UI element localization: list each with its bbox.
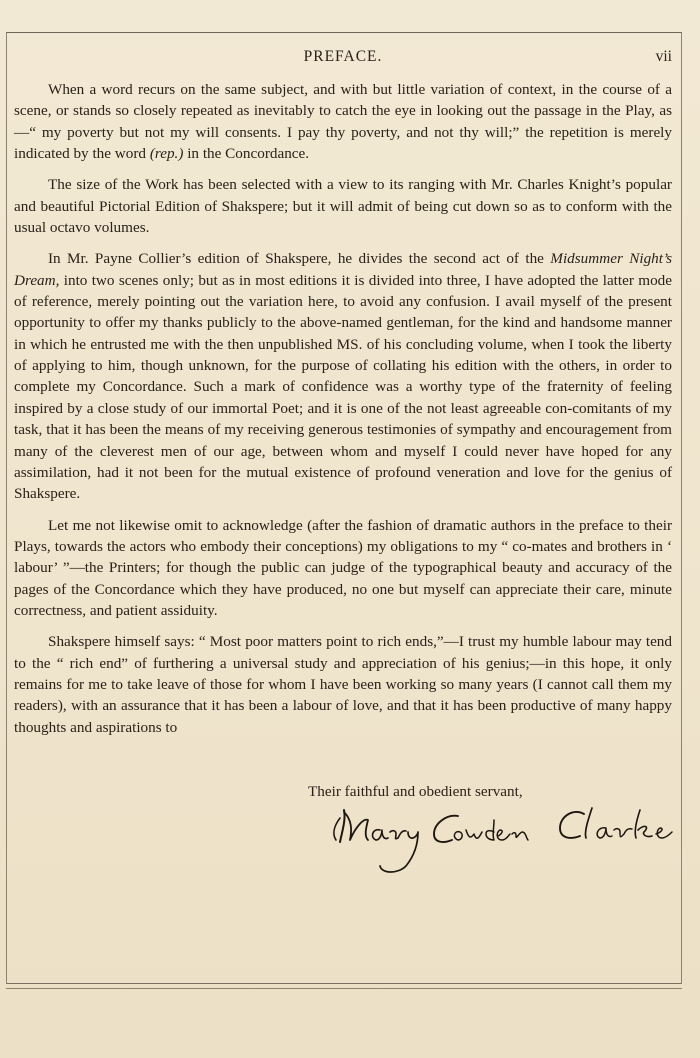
running-head: PREFACE. (303, 48, 383, 65)
paragraph-1 (14, 79, 672, 164)
text-run: The size of the Work has been selected with a view to its ranging with Mr. Charles Knight’s popular and beautiful Pictorial Edition of Shakspere; but it will admit of being cut down so as to conform with the usual octavo volumes. (14, 176, 672, 237)
closing-line: Their faithful and obedient servant, (308, 783, 523, 800)
preface-text (14, 79, 672, 748)
text-run: In Mr. Payne Collier’s edition of Shakspere, he divides the second act of the (48, 250, 551, 268)
page-header (14, 48, 672, 70)
italic-run: (rep.) (149, 145, 184, 163)
text-run: Let me not likewise omit to acknowledge (after the fashion of dramatic authors in the preface to their Plays, towards the actors who embody their conceptions) my obligations to my “ co-mates and brothers in ‘ labour’ ”—the Printers; for though the public can judge of the typographical beauty and accuracy of the pages of the Concordance which they have produced, no one but myself can appreciate their care, minute correctness, and patient assiduity. (14, 516, 672, 619)
italic-run: Midsummer Night’s Dream, (14, 250, 672, 289)
handwritten-signature (322, 796, 682, 886)
text-run: into two scenes only; but as in most editions it is divided into three, I have adopted the latter mode of reference, merely pointing out the variation here, to avoid any confusion. I avail myself of the present opportunity to offer my thanks publicly to the above-named gentleman, for the kind and handsome manner in which he entrusted me with the then unpublished MS. of his concluding volume, when I took the liberty of applying to him, though unknown, for the purpose of collating his edition with the others, in order to complete my Concordance. Such a mark of confidence was a worthy type of the fraternity of feeling inspired by a close study of our immortal Poet; and it is one of the not least agreeable con-comitants of my task, that it has been the means of my receiving generous testimonies of sympathy and encouragement from many of the cleverest men of our age, between whom and myself I could never have hoped for any assimilation, had it not been for the mutual existence of profound veneration and love for the genius of Shakspere. (14, 271, 672, 503)
paragraph-4 (14, 515, 672, 622)
bottom-rule (6, 988, 682, 989)
text-run: When a word recurs on the same subject, and with but little variation of context, in the course of a scene, or stands so closely repeated as inevitably to catch the eye in looking out the passage in the Play, as—“ my poverty but not my will consents. I pay thy poverty, and not thy will;” the repetition is merely indicated by the word (14, 81, 672, 163)
text-run: in the Concordance. (183, 145, 310, 163)
text-run: Shakspere himself says: “ Most poor matters point to rich ends,”—I trust my humble labour may tend to the “ rich end” of furthering a universal study and appreciation of his genius;—in this hope, it only remains for me to take leave of those for whom I have been working so many years (I cannot call them my readers), with an assurance that it has been a labour of love, and that it has been productive of many happy thoughts and aspirations to (14, 633, 672, 736)
page-number: vii (655, 48, 672, 65)
paragraph-5 (14, 631, 672, 738)
signature-drawing (322, 796, 682, 886)
paragraph-2 (14, 174, 672, 238)
paragraph-3 (14, 248, 672, 504)
